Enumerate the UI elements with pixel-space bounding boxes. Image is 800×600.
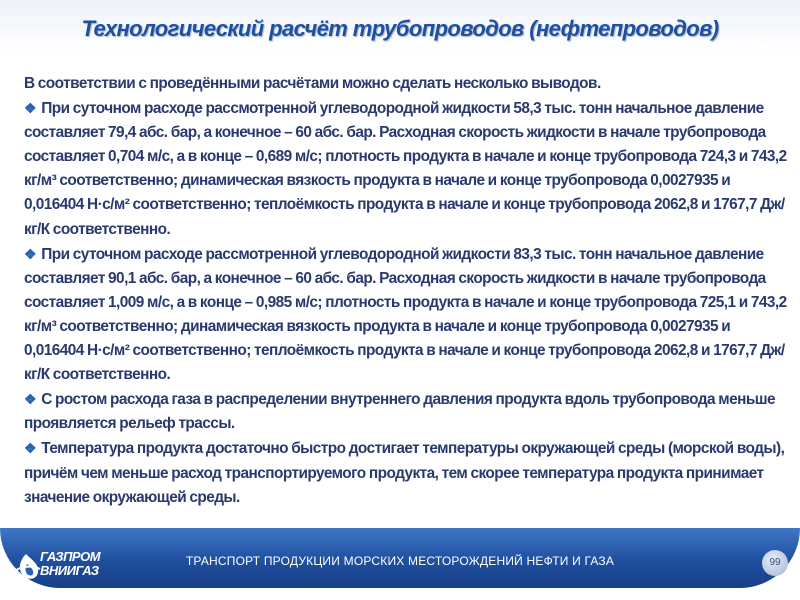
slide-title: Технологический расчёт трубопроводов (нефтепроводов) [81,16,719,41]
bullet-text: При суточном расходе рассмотренной углеводородной жидкости 83,3 тыс. тонн начальное давление составляет 90,1 абс. бар, а конечное – 60 абс. бар. Расходная скорость жидкости в начале трубопровода составляет 1,009 м/с, а в конце – 0,985 м/с; плотность продукта в начале и конце трубопровода 725,1 и 743,2 кг/м³ соответственно; динамическая вязкость продукта в начале и конце трубопровода 0,0027935 и 0,016404 Н·с/м² соответственно; теплоёмкость продукта в начале и конце трубопровода 2062,8 и 1767,7 Дж/кг/К соответственно. [24,245,787,384]
bullet-item [24,96,788,242]
diamond-bullet-icon: ❖ [24,440,37,457]
diamond-bullet-icon: ❖ [24,100,37,117]
logo-line-2: ВНИИГАЗ [40,563,99,578]
slide-body [24,72,788,510]
bullet-text: Температура продукта достаточно быстро достигает температуры окружающей среды (морской воды), причём чем меньше расход транспортируемого продукта, тем скорее температура продукта принимает значение окружающей среды. [24,440,785,506]
bullet-item [24,436,788,509]
page-number-badge: 99 [762,550,788,576]
diamond-bullet-icon: ❖ [24,391,37,408]
bullet-item [24,387,788,436]
logo-line-1: ГАЗПРОМ [40,549,101,564]
intro-paragraph: В соответствии с проведёнными расчётами можно сделать несколько выводов. [24,75,601,92]
diamond-bullet-icon: ❖ [24,245,37,262]
bullet-text: С ростом расхода газа в распределении внутреннего давления продукта вдоль трубопровода меньше проявляется рельеф трассы. [24,391,776,433]
footer-caption: ТРАНСПОРТ ПРОДУКЦИИ МОРСКИХ МЕСТОРОЖДЕНИЙ НЕФТИ И ГАЗА [185,554,615,568]
bullet-text: При суточном расходе рассмотренной углеводородной жидкости 58,3 тыс. тонн начальное давление составляет 79,4 абс. бар, а конечное – 60 абс. бар. Расходная скорость жидкости в начале трубопровода составляет 0,704 м/с, а в конце – 0,689 м/с; плотность продукта в начале и конце трубопровода 724,3 и 743,2 кг/м³ соответственно; динамическая вязкость продукта в начале и конце трубопровода 0,0027935 и 0,016404 Н·с/м² соответственно; теплоёмкость продукта в начале и конце трубопровода 2062,8 и 1767,7 Дж/кг/К соответственно. [24,100,787,238]
gazprom-vniigaz-logo [6,528,126,590]
bullet-item [24,242,788,388]
